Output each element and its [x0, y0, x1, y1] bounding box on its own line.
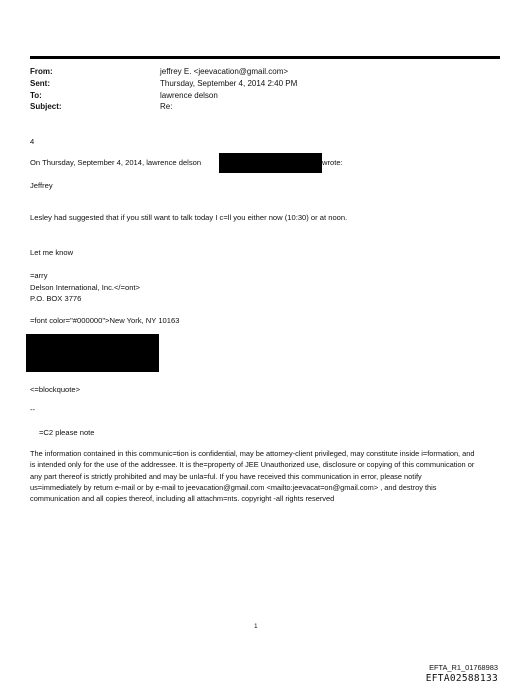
to-label: To:: [30, 91, 42, 100]
redaction-box: [219, 153, 322, 173]
subject-value: Re:: [160, 102, 173, 111]
blockquote-tag: <=blockquote>: [30, 385, 81, 394]
lesley-line: Lesley had suggested that if you still want to talk today I c=ll you either now (10:30) or at noon.: [30, 213, 348, 222]
signature-city: =font color="#000000">New York, NY 10163: [30, 316, 180, 325]
let-me-know: Let me know: [30, 248, 74, 257]
signature-company: Delson International, Inc.</=ont>: [30, 283, 140, 292]
quote-intro-prefix: On Thursday, September 4, 2014, lawrence delson: [30, 158, 202, 167]
signature-po-box: P.O. BOX 3776: [30, 294, 82, 303]
page-number: 1: [254, 623, 258, 630]
bates-stamp-1: EFTA_R1_01768983: [429, 663, 498, 672]
sent-value: Thursday, September 4, 2014 2:40 PM: [160, 79, 298, 88]
redaction-box: [26, 334, 159, 372]
disclaimer-paragraph: The information contained in this communic=tion is confidential, may be attorney-client privileged, may constitute inside i=formation, and is intended only for the use of the addressee. It is the=property of JEE Unauthorized use, disclosure or copying of this communication or any part thereof is strictly prohibited and may be unla=ful. If you have received this communication in error, please notify us=immediately by return e-mail or by e-mail to jeevacation@gmail.com <mailto:jeevacat=on@gmail.com> , and destroy this communication and all copies thereof, including all attachm=nts. copyright -all rights reserved: [30, 449, 475, 504]
dashes: --: [30, 405, 36, 414]
greeting: Jeffrey: [30, 181, 53, 190]
to-value: lawrence delson: [160, 91, 218, 100]
subject-label: Subject:: [30, 102, 62, 111]
line-4: 4: [30, 137, 35, 146]
quote-intro-suffix: wrote:: [322, 158, 343, 167]
header-rule: [30, 56, 500, 59]
signature-name: =arry: [30, 271, 48, 280]
from-label: From:: [30, 67, 53, 76]
bates-stamp-2: EFTA02588133: [425, 673, 498, 684]
sent-label: Sent:: [30, 79, 50, 88]
from-value: jeffrey E. <jeevacation@gmail.com>: [160, 67, 289, 76]
c2-note: =C2 please note: [39, 428, 95, 437]
